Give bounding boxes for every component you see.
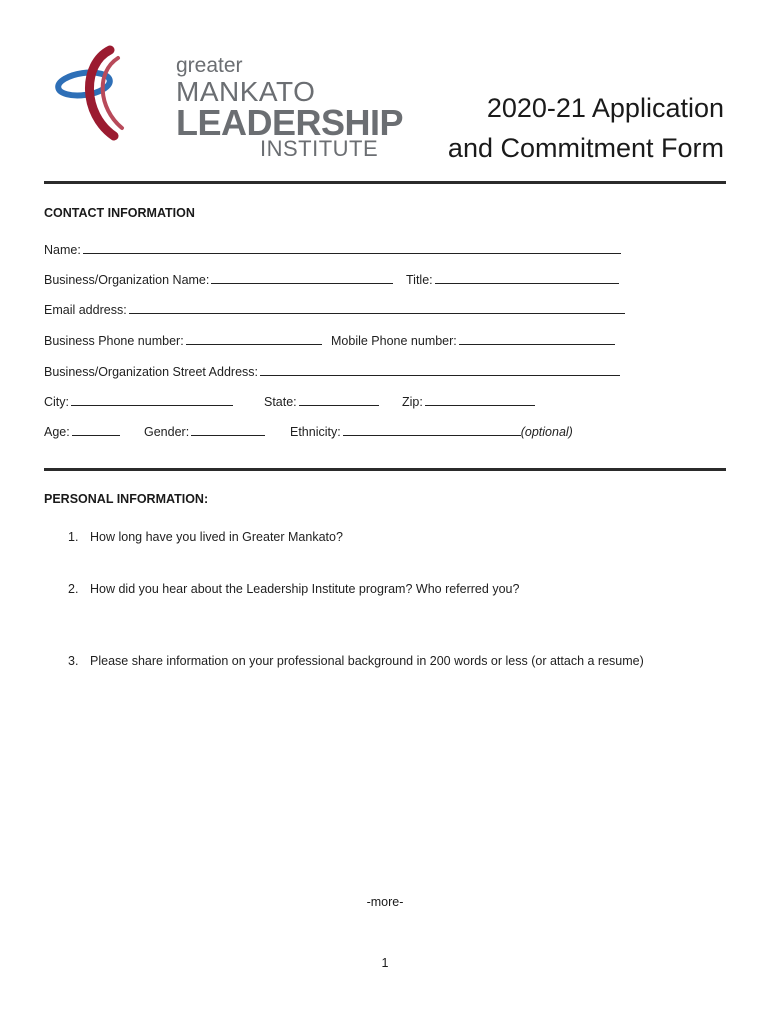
question-number: 3. xyxy=(68,654,79,668)
org-name-label: Business/Organization Name: xyxy=(44,273,210,287)
organization-logo xyxy=(52,44,404,161)
ethnicity-field[interactable] xyxy=(290,423,573,439)
mobile-phone-blank[interactable] xyxy=(459,332,615,345)
question-3 xyxy=(68,654,644,668)
ethnicity-optional-note: (optional) xyxy=(520,425,573,439)
business-phone-blank[interactable] xyxy=(186,332,322,345)
city-label: City: xyxy=(44,395,69,409)
title-field[interactable] xyxy=(406,271,619,287)
question-number: 1. xyxy=(68,530,79,544)
email-label: Email address: xyxy=(44,303,127,317)
question-text: How did you hear about the Leadership Institute program? Who referred you? xyxy=(90,582,520,596)
question-number: 2. xyxy=(68,582,79,596)
state-blank[interactable] xyxy=(299,393,379,406)
gender-field[interactable] xyxy=(144,423,265,439)
logo-institute: INSTITUTE xyxy=(260,136,379,161)
title-blank[interactable] xyxy=(435,271,619,284)
org-name-field[interactable] xyxy=(44,271,393,287)
street-address-blank[interactable] xyxy=(260,363,620,376)
more-indicator: -more- xyxy=(366,895,404,909)
document-title-line2: and Commitment Form xyxy=(447,133,724,163)
ethnicity-label: Ethnicity: xyxy=(290,425,341,439)
state-label: State: xyxy=(264,395,297,409)
state-field[interactable] xyxy=(264,393,379,409)
question-text: Please share information on your professional background in 200 words or less (or attach a resume) xyxy=(90,654,644,668)
email-field[interactable] xyxy=(44,301,625,317)
name-field[interactable] xyxy=(44,241,621,257)
email-blank[interactable] xyxy=(129,301,625,314)
city-blank[interactable] xyxy=(71,393,233,406)
logo-mankato: MANKATO xyxy=(176,76,316,107)
top-divider xyxy=(44,181,726,184)
document-title-line1: 2020-21 Application xyxy=(486,93,724,123)
zip-label: Zip: xyxy=(402,395,423,409)
age-blank[interactable] xyxy=(72,423,120,436)
street-address-label: Business/Organization Street Address: xyxy=(44,365,259,379)
logo-swoosh-icon xyxy=(52,44,182,156)
age-field[interactable] xyxy=(44,423,120,439)
logo-leadership: LEADERSHIP xyxy=(176,102,404,143)
zip-field[interactable] xyxy=(402,393,535,409)
mobile-phone-label: Mobile Phone number: xyxy=(331,334,457,348)
business-phone-field[interactable] xyxy=(44,332,322,348)
middle-divider xyxy=(44,468,726,471)
question-2 xyxy=(68,582,519,596)
page-number: 1 xyxy=(381,956,389,970)
question-1 xyxy=(68,530,343,544)
age-label: Age: xyxy=(44,425,70,439)
question-text: How long have you lived in Greater Mankato? xyxy=(90,530,343,544)
logo-greater: greater xyxy=(176,54,243,77)
city-field[interactable] xyxy=(44,393,233,409)
street-address-field[interactable] xyxy=(44,363,620,379)
name-label: Name: xyxy=(44,243,81,257)
personal-heading: PERSONAL INFORMATION: xyxy=(44,492,209,506)
mobile-phone-field[interactable] xyxy=(331,332,615,348)
document-title xyxy=(448,88,724,168)
contact-heading: CONTACT INFORMATION xyxy=(44,206,195,220)
title-label: Title: xyxy=(406,273,433,287)
org-name-blank[interactable] xyxy=(211,271,393,284)
gender-label: Gender: xyxy=(144,425,190,439)
zip-blank[interactable] xyxy=(425,393,535,406)
business-phone-label: Business Phone number: xyxy=(44,334,184,348)
ethnicity-blank[interactable] xyxy=(343,423,521,436)
gender-blank[interactable] xyxy=(191,423,265,436)
name-blank[interactable] xyxy=(83,241,621,254)
